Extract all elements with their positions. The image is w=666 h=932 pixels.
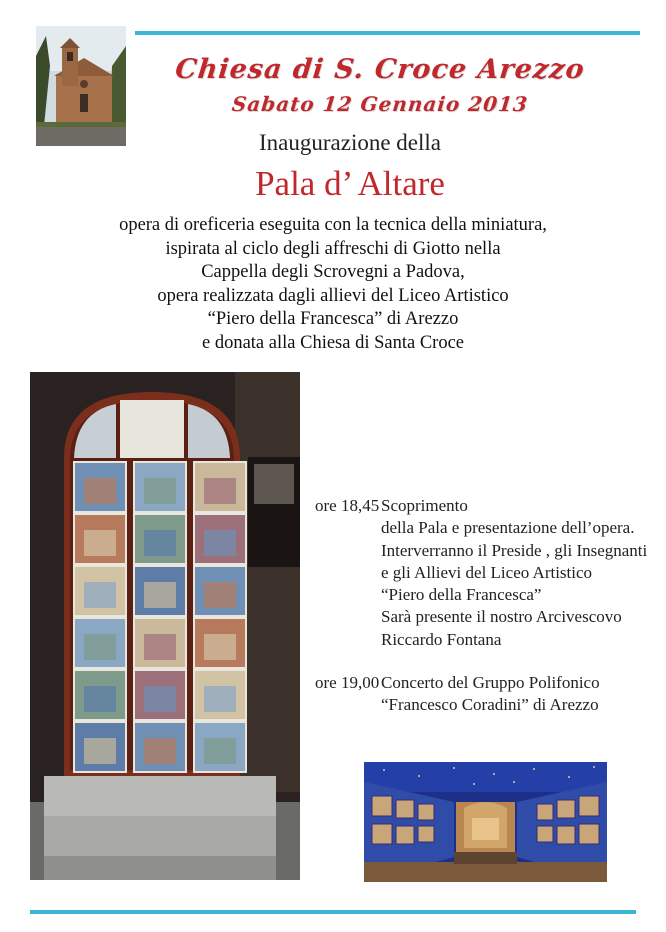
program-text: Scoprimento <box>381 496 468 515</box>
program-text: Interverranno il Preside , gli Insegnanti <box>381 540 648 560</box>
program-text: Concerto del Gruppo Polifonico <box>381 673 600 692</box>
chapel-photo <box>364 762 607 882</box>
description <box>40 214 626 355</box>
description-line: opera di oreficeria eseguita con la tecnica della miniatura, <box>119 215 547 235</box>
program-text: della Pala e presentazione dell’opera. <box>381 518 635 538</box>
program-text: e gli Allievi del Liceo Artistico <box>381 562 593 582</box>
program-time: ore 19,00 <box>315 673 380 692</box>
bottom-divider <box>30 910 636 914</box>
description-line: ispirata al ciclo degli affreschi di Giotto nella <box>165 238 501 259</box>
program-text: “Piero della Francesca” <box>381 585 542 605</box>
altarpiece-title: Pala d’ Altare <box>255 164 445 203</box>
inauguration-heading: Inaugurazione della <box>259 130 441 155</box>
description-line: Cappella degli Scrovegni a Padova, <box>201 262 465 282</box>
description-line: “Piero della Francesca” di Arezzo <box>207 309 459 329</box>
altarpiece-photo <box>30 372 300 880</box>
program-item-1 <box>315 495 647 651</box>
program-text: Riccardo Fontana <box>381 629 502 649</box>
top-divider <box>135 31 640 35</box>
program-text: Sarà presente il nostro Arcivescovo <box>381 607 622 627</box>
description-line: e donata alla Chiesa di Santa Croce <box>202 332 464 353</box>
program-time: ore 18,45 <box>315 496 380 515</box>
church-photo <box>36 26 126 146</box>
program-item-2 <box>315 672 600 717</box>
program-text: “Francesco Coradini” di Arezzo <box>381 695 599 715</box>
event-date: Sabato 12 Gennaio 2013 <box>230 92 530 116</box>
description-line: opera realizzata dagli allievi del Liceo Artistico <box>157 285 509 306</box>
church-name: Chiesa di S. Croce Arezzo <box>173 54 587 85</box>
